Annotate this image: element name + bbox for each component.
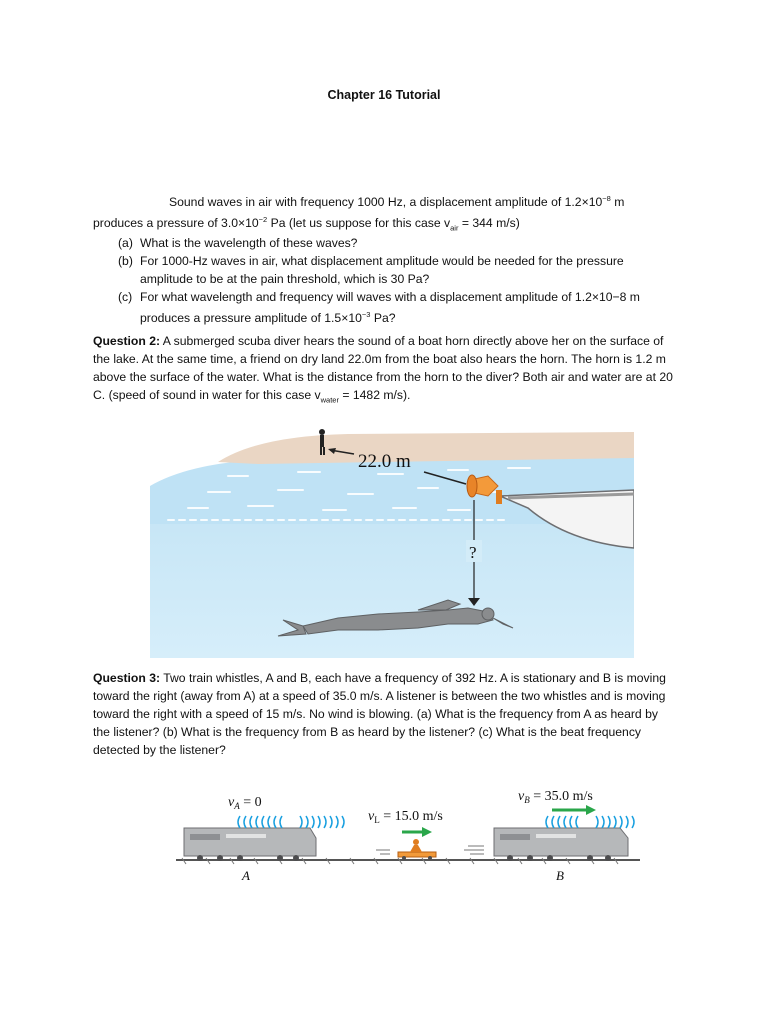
velocity-a-symbol: v xyxy=(228,795,235,810)
train-a xyxy=(184,828,316,861)
train-a-sound-waves xyxy=(238,816,344,828)
list-item xyxy=(118,288,663,327)
question-2-subscript: water xyxy=(320,395,339,405)
figure-lake-diver xyxy=(148,424,634,658)
question-3 xyxy=(93,669,673,759)
list-item-label: (a) xyxy=(118,236,133,250)
question-1-intro xyxy=(93,190,673,238)
list-item-exponent: −3 xyxy=(361,310,371,319)
question-3-text: Two train whistles, A and B, each have a frequency of 392 Hz. A is stationary and B is moving toward the right (away from A) at a speed of 35.0 m/s. A listener is between the two whistles and is moving toward the right with a speed of 15 m/s. No wind is blowing. (a) What is the frequency from A as heard by the listener? (b) What is the frequency from B as heard by the listener? (c) What is the beat frequency detected by the listener? xyxy=(93,671,666,757)
train-b-label: B xyxy=(556,868,564,883)
list-item-label: (b) xyxy=(118,254,133,268)
list-item xyxy=(118,252,663,288)
train-a-label: A xyxy=(242,868,250,883)
velocity-b-value: = 35.0 m/s xyxy=(529,789,593,804)
velocity-l-value: = 15.0 m/s xyxy=(379,809,443,824)
distance-label: 22.0 m xyxy=(358,451,411,472)
underwater-area xyxy=(150,522,634,658)
train-b xyxy=(494,828,628,861)
velocity-b-symbol: v xyxy=(518,789,525,804)
list-item-text-part: For what wavelength and frequency will waves with a displacement amplitude of 1.2×10−8 m produces a pressure amplitude of 1.5×10 xyxy=(140,290,640,326)
velocity-a-value: = 0 xyxy=(239,795,262,810)
question-2-text: A submerged scuba diver hears the sound of a boat horn directly above her on the surface of the lake. At the same time, a friend on dry land 22.0m from the boat also hears the horn. The horn is 1.2 m above the surface of the water. What is the distance from the horn to the diver? Both air and water are at 20 C. (speed of sound in water for this case v xyxy=(93,334,673,402)
listener-arrowhead xyxy=(422,827,432,837)
intro-text-3: Pa (let us suppose for this case v xyxy=(267,216,451,231)
listener-figure xyxy=(398,839,436,860)
intro-text-1: Sound waves in air with frequency 1000 Hz, a displacement amplitude of 1.2×10 xyxy=(169,195,603,210)
intro-exponent-1: −8 xyxy=(602,194,611,203)
list-item xyxy=(118,234,663,252)
figure-trains-svg xyxy=(176,782,640,886)
velocity-b-subscript: B xyxy=(524,795,530,805)
question-2-text-end: = 1482 m/s). xyxy=(338,388,411,402)
list-item-label: (c) xyxy=(118,290,133,304)
velocity-b-label xyxy=(518,789,593,805)
unknown-distance-label: ? xyxy=(469,543,477,562)
velocity-l-symbol: v xyxy=(368,809,375,824)
list-item-text: For 1000-Hz waves in air, what displacement amplitude would be needed for the pressure amplitude to be at the pain threshold, which is 30 Pa? xyxy=(140,254,624,286)
velocity-a-subscript: A xyxy=(234,801,240,811)
velocity-l-subscript: L xyxy=(374,815,380,825)
figure-lake-svg xyxy=(148,424,634,658)
question-2-label: Question 2: xyxy=(93,334,161,348)
velocity-l-label xyxy=(368,809,443,825)
list-item-text: What is the wavelength of these waves? xyxy=(140,236,358,250)
train-b-arrowhead xyxy=(586,805,596,815)
list-item-text-part: Pa? xyxy=(370,311,396,326)
intro-text-2: m produces a pressure of 3.0×10 xyxy=(93,195,625,231)
intro-exponent-2: −2 xyxy=(258,215,268,225)
train-b-sound-waves xyxy=(546,816,634,828)
intro-subscript-air: air xyxy=(450,223,459,233)
list-item-text xyxy=(140,288,663,327)
question-3-label: Question 3: xyxy=(93,671,161,685)
velocity-a-label xyxy=(228,795,262,811)
question-2 xyxy=(93,332,673,409)
page-title: Chapter 16 Tutorial xyxy=(327,88,441,102)
intro-text-4: = 344 m/s) xyxy=(458,216,520,231)
figure-trains xyxy=(176,782,640,886)
question-1-list xyxy=(118,234,663,327)
